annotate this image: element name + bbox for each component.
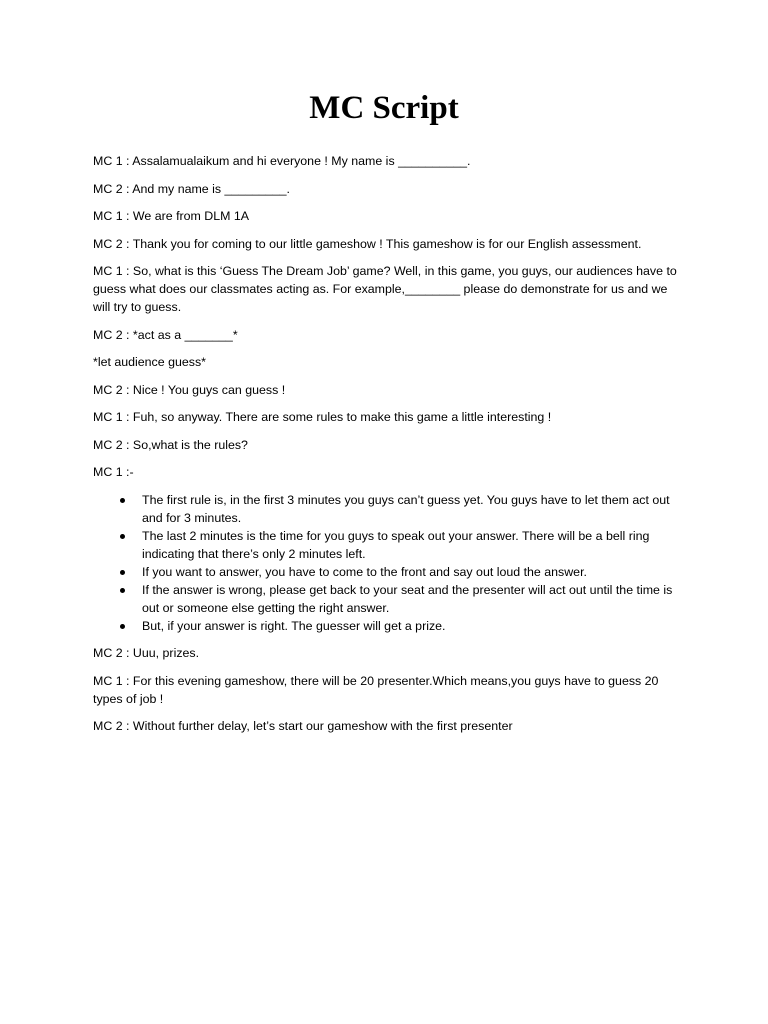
rule-text: But, if your answer is right. The guesser will get a prize. [142,618,446,633]
bullet-icon [120,570,125,575]
rule-text: The first rule is, in the first 3 minutes you guys can’t guess yet. You guys have to let them act out and for 3 minutes. [142,492,670,525]
rule-item [93,581,683,617]
rule-item [93,563,683,581]
rules-list [93,491,683,635]
script-line: MC 2 : And my name is _________. [93,181,290,196]
script-line: MC 1 :- [93,465,134,479]
script-line: MC 2 : Uuu, prizes. [93,646,200,660]
script-line: MC 1 : For this evening gameshow, there will be 20 presenter.Which means,you guys have to guess 20 types of job ! [93,673,659,706]
rule-item [93,491,683,527]
rule-text: If you want to answer, you have to come to the front and say out loud the answer. [142,564,587,579]
bullet-icon [120,534,125,539]
rule-item [93,617,683,635]
bullet-icon [120,624,125,629]
bullet-icon [120,588,125,593]
rule-item [93,527,683,563]
script-body [93,152,683,745]
stage-direction: *let audience guess* [93,355,206,369]
script-line: MC 2 : Nice ! You guys can guess ! [93,382,286,397]
script-line: MC 1 : Fuh, so anyway. There are some rules to make this game a little interesting ! [93,410,552,424]
script-line: MC 2 : *act as a _______* [93,327,238,342]
document-title: MC Script [309,90,459,126]
script-line: MC 2 : So,what is the rules? [93,437,248,452]
script-line: MC 2 : Thank you for coming to our little gameshow ! This gameshow is for our English assessment. [93,236,642,251]
script-line: MC 1 : We are from DLM 1A [93,209,250,223]
rule-text: If the answer is wrong, please get back to your seat and the presenter will act out until the time is out or someone else getting the right answer. [142,582,673,615]
bullet-icon [120,498,125,503]
script-line: MC 1 : Assalamualaikum and hi everyone ! My name is __________. [93,154,471,168]
rule-text: The last 2 minutes is the time for you guys to speak out your answer. There will be a bell ring indicating that there’s only 2 minutes left. [142,528,650,561]
script-line: MC 1 : So, what is this ‘Guess The Dream Job’ game? Well, in this game, you guys, our audiences have to guess what does our classmates acting as. For example,________ please do demonstrate for us and we will try to guess. [93,264,677,314]
script-line: MC 2 : Without further delay, let’s start our gameshow with the first presenter [93,719,513,733]
